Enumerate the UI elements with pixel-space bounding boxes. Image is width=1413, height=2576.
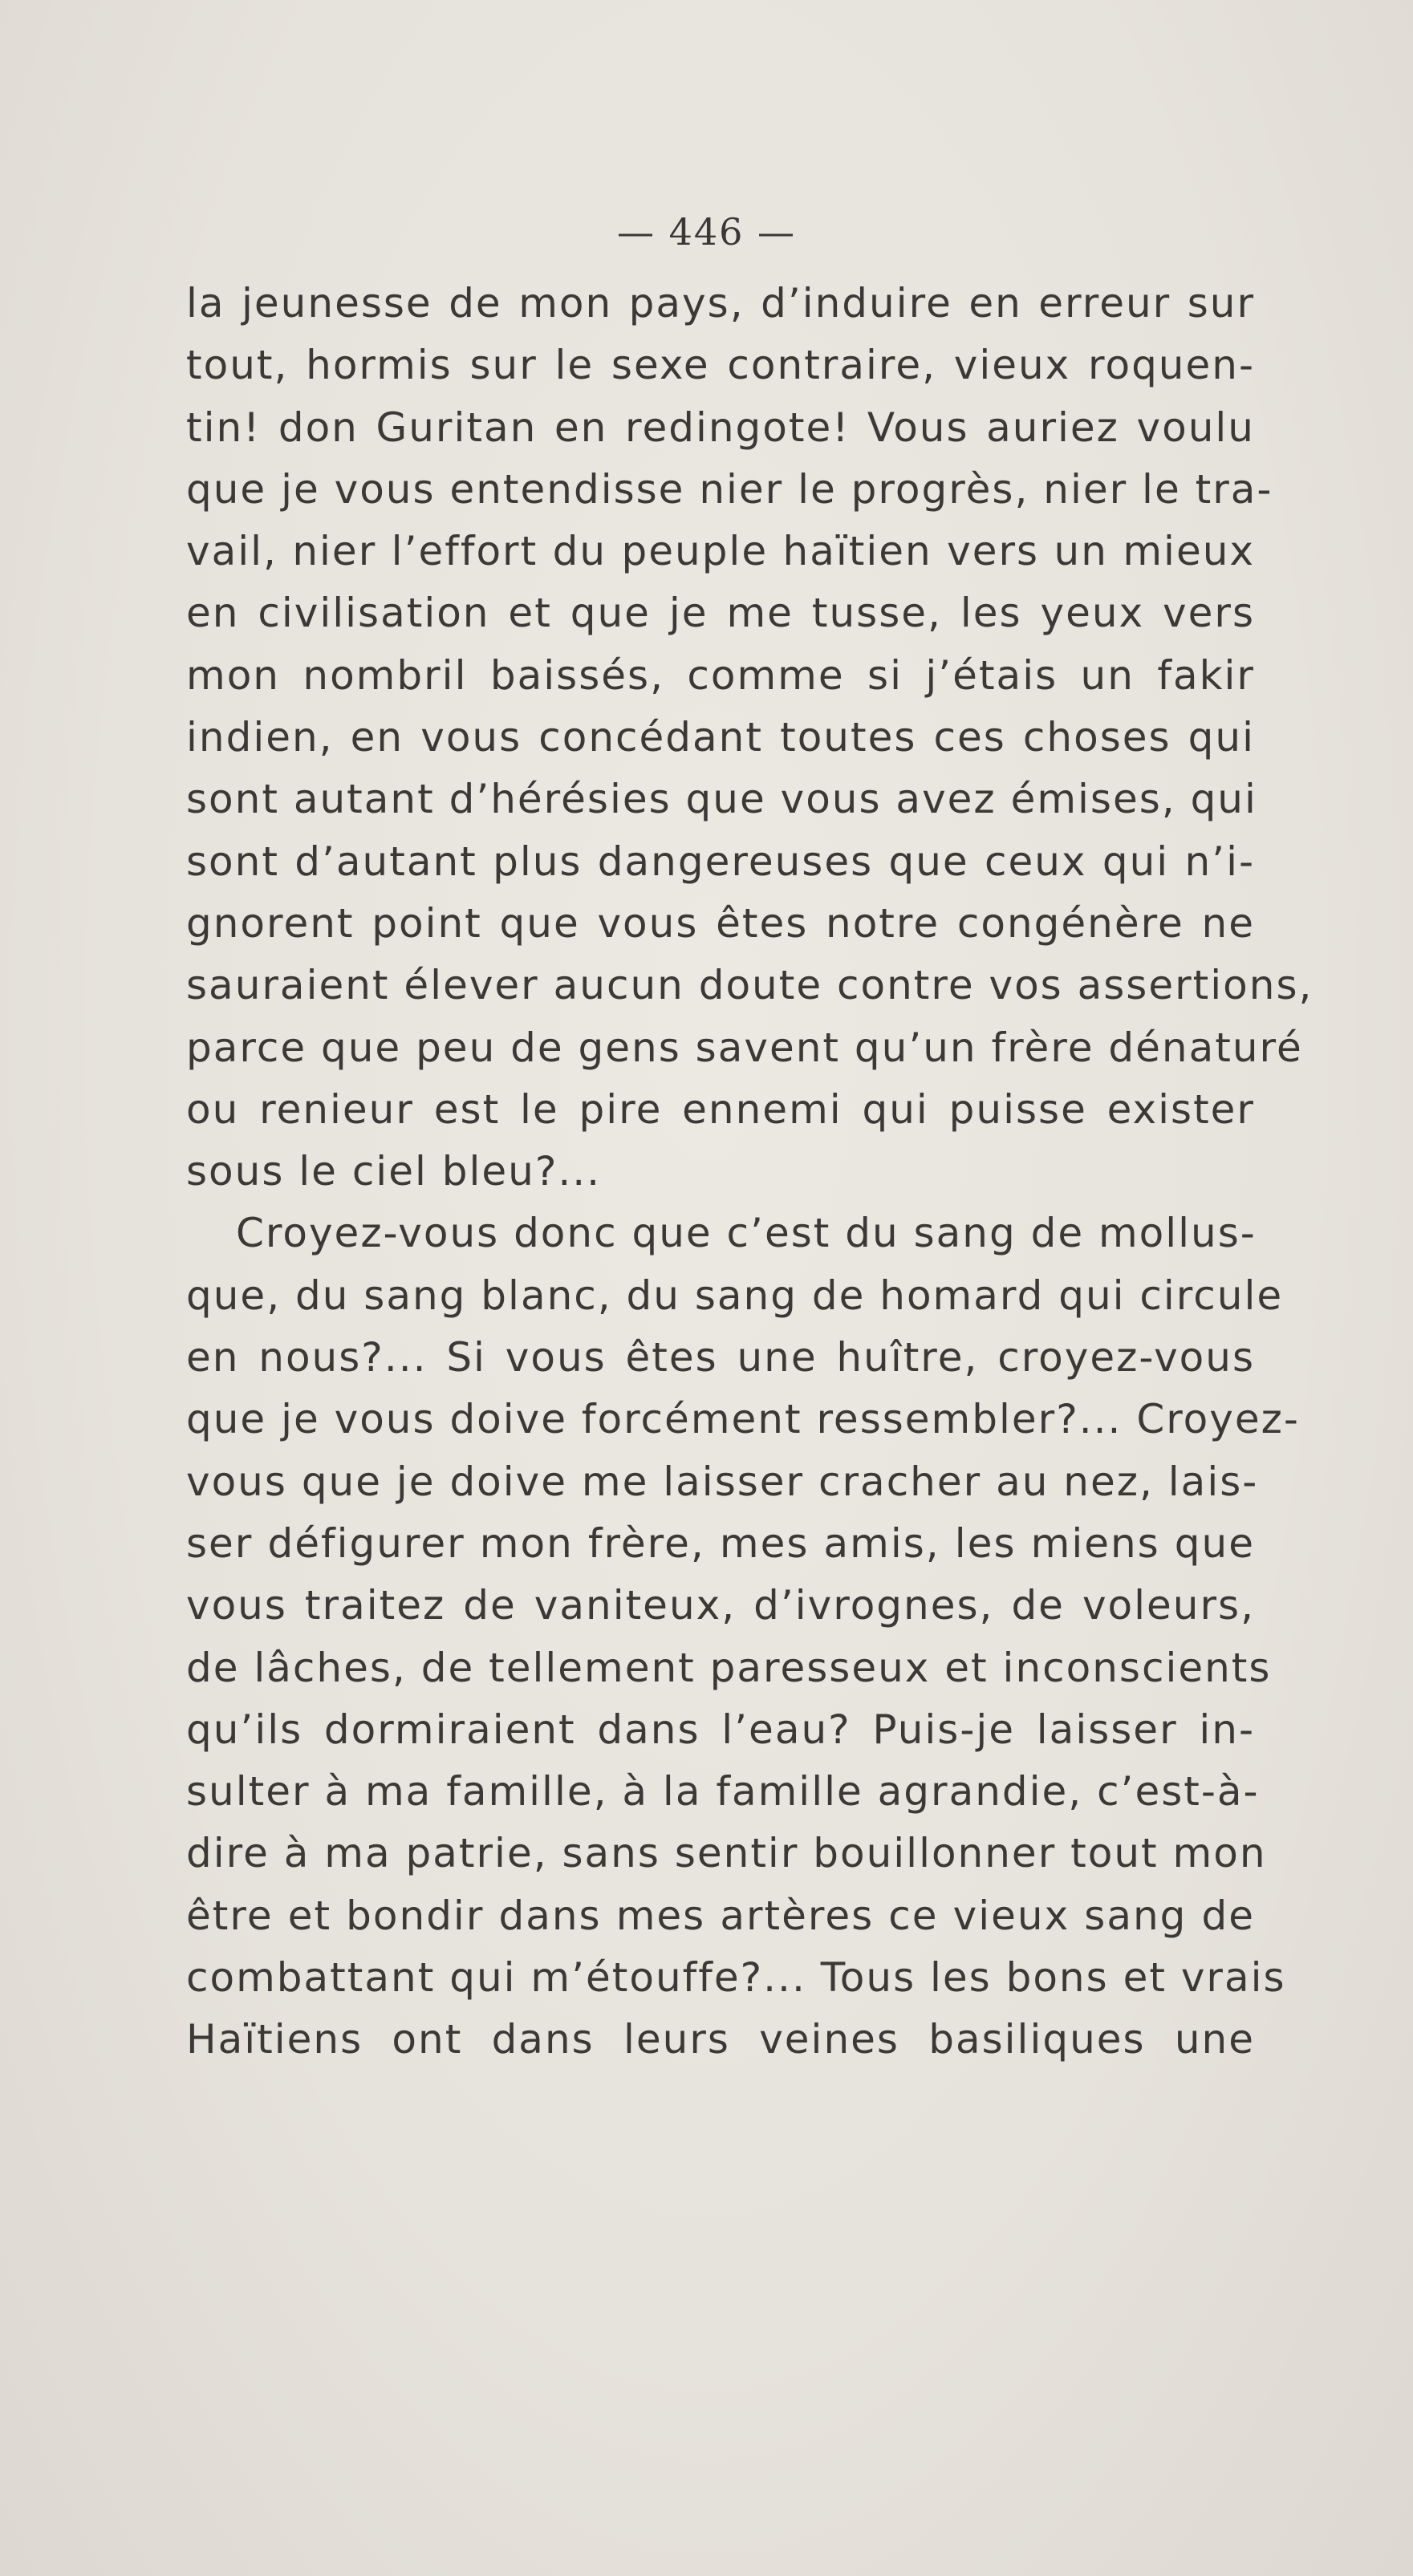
text-line: combattant qui m’étouffe?... Tous les bons et vrais (186, 1954, 1286, 2002)
text-line: vous que je doive me laisser cracher au nez, lais- (186, 1458, 1259, 1505)
text-line: parce que peu de gens savent qu’un frère dénaturé (186, 1024, 1303, 1071)
text-line: en civilisation et que je me tusse, les yeux vers (186, 590, 1255, 637)
text-line: vous traitez de vaniteux, d’ivrognes, de voleurs, (186, 1582, 1255, 1629)
text-line: sont autant d’hérésies que vous avez émises, qui (186, 776, 1257, 823)
body-text (186, 273, 1314, 2071)
paragraph-start-line: Croyez-vous donc que c’est du sang de mollus- (236, 1210, 1257, 1257)
text-line: que je vous entendisse nier le progrès, nier le tra- (186, 465, 1273, 513)
text-line: que je vous doive forcément ressembler?... Croyez- (186, 1396, 1300, 1443)
text-line: de lâches, de tellement paresseux et inconscients (186, 1644, 1272, 1691)
text-line: dire à ma patrie, sans sentir bouillonner tout mon (186, 1830, 1267, 1877)
text-line: tout, hormis sur le sexe contraire, vieux roquen- (186, 342, 1255, 389)
text-line: sont d’autant plus dangereuses que ceux qui n’i- (186, 838, 1255, 885)
text-line: vail, nier l’effort du peuple haïtien vers un mieux (186, 528, 1255, 575)
text-line: sulter à ma famille, à la famille agrandie, c’est-à- (186, 1768, 1260, 1815)
text-line: que, du sang blanc, du sang de homard qui circule (186, 1272, 1284, 1319)
text-line: être et bondir dans mes artères ce vieux sang de (186, 1892, 1255, 1939)
text-line: mon nombril baissés, comme si j’étais un fakir (186, 651, 1255, 699)
paragraph-end-line: sous le ciel bleu?... (186, 1148, 602, 1195)
text-line: Haïtiens ont dans leurs veines basiliques une (186, 2016, 1255, 2063)
text-line: gnorent point que vous êtes notre congénère ne (186, 899, 1255, 947)
page-number: — 446 — (616, 210, 797, 254)
text-line: ser défigurer mon frère, mes amis, les miens que (186, 1519, 1255, 1567)
text-line: indien, en vous concédant toutes ces choses qui (186, 714, 1255, 761)
text-line: ou renieur est le pire ennemi qui puisse exister (186, 1085, 1255, 1133)
text-line: la jeunesse de mon pays, d’induire en erreur sur (186, 280, 1255, 327)
text-line: en nous?... Si vous êtes une huître, croyez-vous (186, 1334, 1255, 1381)
text-line: qu’ils dormiraient dans l’eau? Puis-je laisser in- (186, 1706, 1255, 1753)
text-line: tin! don Guritan en redingote! Vous auriez voulu (186, 404, 1255, 451)
text-line: sauraient élever aucun doute contre vos assertions, (186, 962, 1314, 1009)
